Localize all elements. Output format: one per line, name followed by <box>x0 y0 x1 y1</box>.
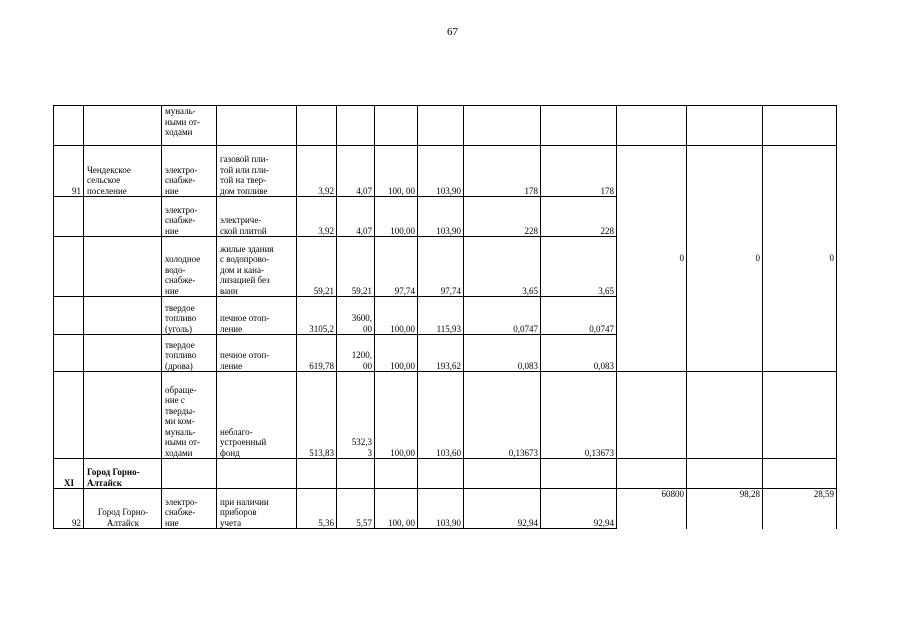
value-cell: 5,57 <box>337 489 375 529</box>
merged-value-cell: 0 <box>617 146 687 372</box>
value-cell: 59,21 <box>297 237 337 297</box>
value-cell: 0,083 <box>464 335 541 372</box>
value-cell: 100, 00 <box>375 146 418 197</box>
value-cell: 3105,2 <box>297 297 337 335</box>
value-cell: 193,62 <box>418 335 464 372</box>
value-cell: 178 <box>541 146 617 197</box>
section-number: XI <box>54 459 84 489</box>
value-cell: 0,0747 <box>464 297 541 335</box>
value-cell: 59,21 <box>337 237 375 297</box>
value-cell: 100,00 <box>375 335 418 372</box>
value-cell: 619,78 <box>297 335 337 372</box>
merged-value-cell: 0 <box>687 146 763 372</box>
merged-value-cell: 0 <box>763 146 837 372</box>
category-cell: газовой пли- той или пли- той на твер- дом топливе <box>217 146 297 197</box>
value-cell: 100,00 <box>375 197 418 237</box>
value-cell: 532,3 3 <box>337 372 375 459</box>
service-cell: электро- снабже- ние <box>162 489 217 529</box>
row-number: 92 <box>54 489 84 529</box>
value-cell: 97,74 <box>418 237 464 297</box>
value-cell: 103,90 <box>418 146 464 197</box>
table-row <box>54 372 837 459</box>
category-cell: электриче- ской плитой <box>217 197 297 237</box>
value-cell: 103,90 <box>418 489 464 529</box>
value-cell: 1200, 00 <box>337 335 375 372</box>
value-cell: 28,59 <box>763 489 837 529</box>
row-number: 91 <box>54 146 84 197</box>
service-cell: твердое топливо (дрова) <box>162 335 217 372</box>
value-cell: 228 <box>541 197 617 237</box>
value-cell: 3600, 00 <box>337 297 375 335</box>
table-row <box>54 489 837 529</box>
value-cell: 228 <box>464 197 541 237</box>
value-cell: 3,65 <box>541 237 617 297</box>
table-row <box>54 106 837 146</box>
value-cell: 3,92 <box>297 197 337 237</box>
service-cell: твердое топливо (уголь) <box>162 297 217 335</box>
tariff-table <box>53 105 837 529</box>
value-cell: 100,00 <box>375 297 418 335</box>
value-cell: 3,92 <box>297 146 337 197</box>
category-cell: печное отоп- ление <box>217 335 297 372</box>
value-cell: 5,36 <box>297 489 337 529</box>
value-cell: 0,13673 <box>541 372 617 459</box>
service-cell: холодное водо- снабже- ние <box>162 237 217 297</box>
table-row <box>54 459 837 489</box>
settlement-name: Чендекское сельское поселение <box>84 146 162 197</box>
page-number: 67 <box>447 26 458 38</box>
service-cell: электро- снабже- ние <box>162 146 217 197</box>
section-title: Город Горно- Алтайск <box>84 459 162 489</box>
value-cell: 92,94 <box>541 489 617 529</box>
value-cell: 92,94 <box>464 489 541 529</box>
value-cell: 60800 <box>617 489 687 529</box>
service-cell: обраще- ние с тверды- ми ком- муналь- ными от- ходами <box>162 372 217 459</box>
category-cell: неблаго- устроенный фонд <box>217 372 297 459</box>
value-cell: 4,07 <box>337 146 375 197</box>
category-cell: жилые здания с водопрово- дом и кана- лизацией без ванн <box>217 237 297 297</box>
value-cell: 3,65 <box>464 237 541 297</box>
value-cell: 0,083 <box>541 335 617 372</box>
value-cell: 103,90 <box>418 197 464 237</box>
service-cell: муналь- ными от- ходами <box>162 106 217 146</box>
category-cell: при наличии приборов учета <box>217 489 297 529</box>
value-cell: 98,28 <box>687 489 763 529</box>
value-cell: 100,00 <box>375 372 418 459</box>
value-cell: 115,93 <box>418 297 464 335</box>
value-cell: 0,13673 <box>464 372 541 459</box>
value-cell: 97,74 <box>375 237 418 297</box>
value-cell: 4,07 <box>337 197 375 237</box>
category-cell: печное отоп- ление <box>217 297 297 335</box>
value-cell: 103,60 <box>418 372 464 459</box>
value-cell: 100, 00 <box>375 489 418 529</box>
table-row <box>54 146 837 197</box>
service-cell: электро- снабже- ние <box>162 197 217 237</box>
value-cell: 178 <box>464 146 541 197</box>
value-cell: 513,83 <box>297 372 337 459</box>
settlement-name: Город Горно- Алтайск <box>84 489 162 529</box>
value-cell: 0,0747 <box>541 297 617 335</box>
